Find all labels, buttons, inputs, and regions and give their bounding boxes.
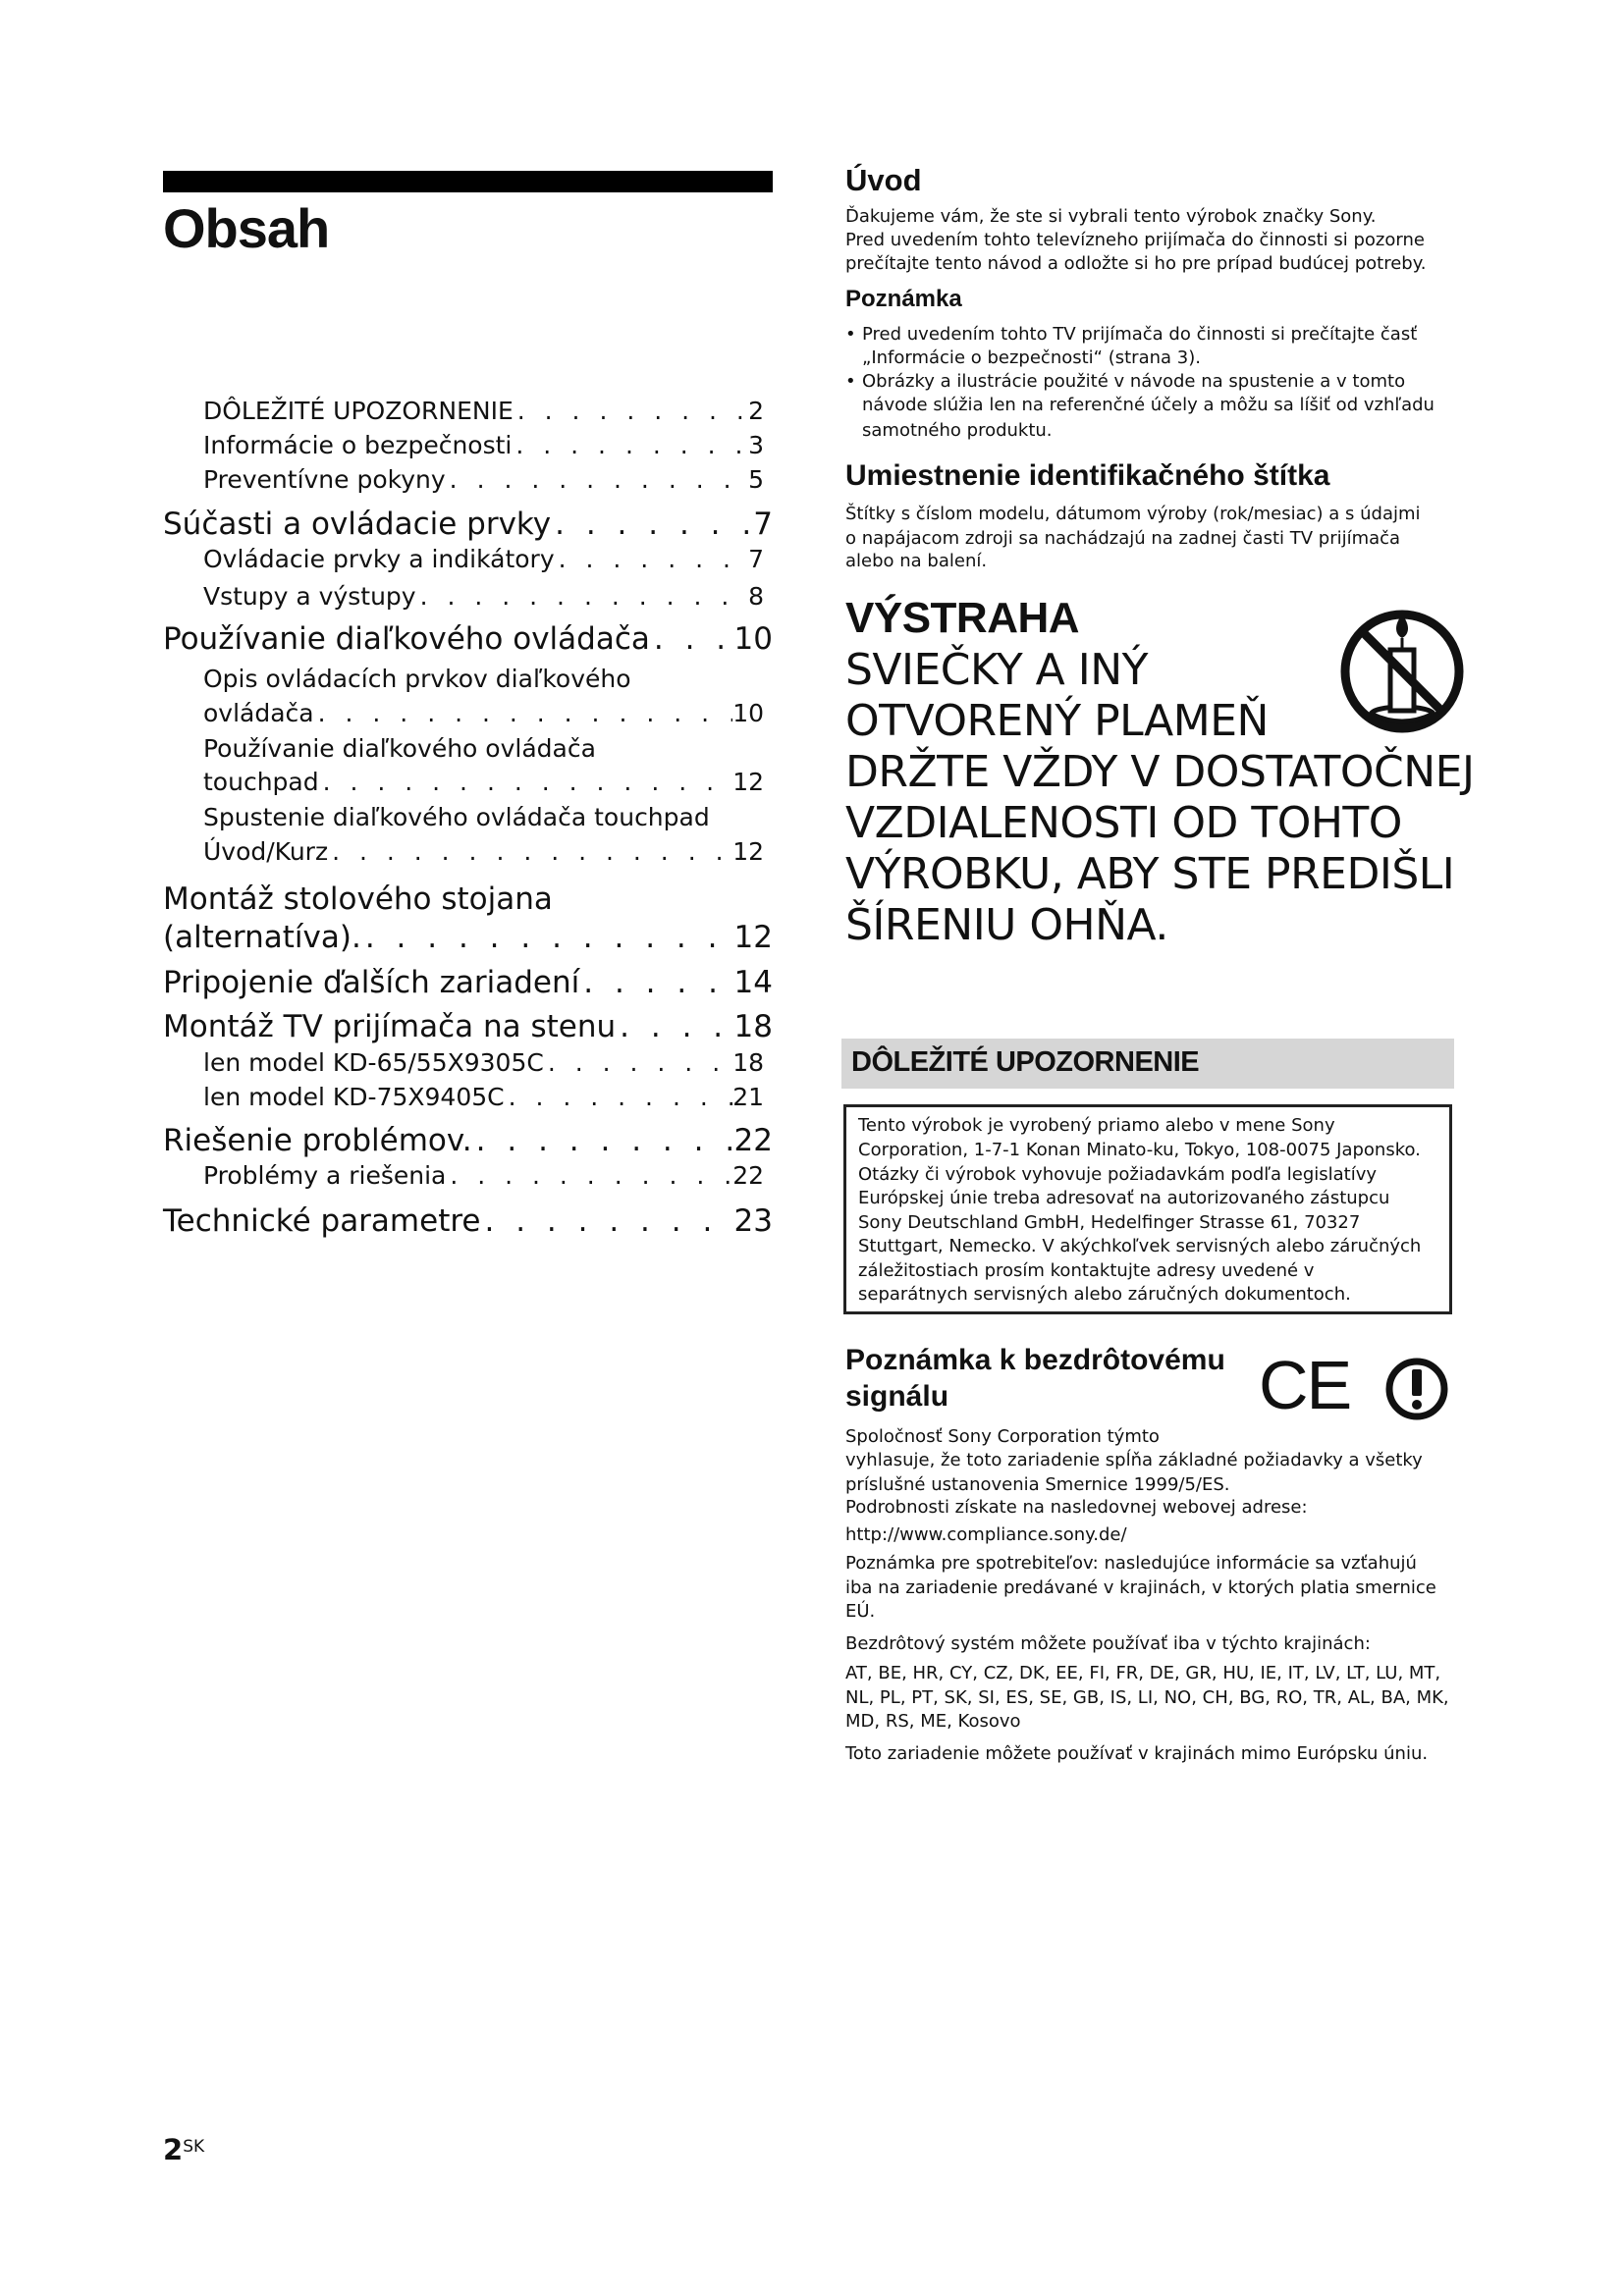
- note-bullet-line: • Pred uvedením tohto TV prijímača do činnosti si prečítajte časť: [862, 323, 1417, 347]
- no-candle-icon: [1329, 609, 1475, 736]
- important-line: Tento výrobok je vyrobený priamo alebo v mene Sony: [858, 1115, 1335, 1136]
- wireless-line: príslušné ustanovenia Smernice 1999/5/ES.: [845, 1474, 1230, 1495]
- toc-entry[interactable]: [203, 1048, 764, 1077]
- toc-entry[interactable]: [203, 699, 764, 727]
- toc-entry[interactable]: [163, 1009, 773, 1044]
- toc-entry[interactable]: [203, 768, 764, 796]
- important-box: [843, 1104, 1452, 1314]
- toc-entry-label: Technické parametre: [163, 1203, 481, 1239]
- important-line: záležitostiach prosím kontaktujte adresy uvedené v: [858, 1260, 1315, 1281]
- toc-entry-label: ovládača: [203, 699, 314, 727]
- toc-entry-page: 22: [733, 1123, 773, 1158]
- toc-entry-label: Preventívne pokyny: [203, 465, 446, 494]
- warning-line: SVIEČKY A INÝ: [845, 645, 1149, 695]
- wireless-line: Toto zariadenie môžete používať v krajinách mimo Európsku úniu.: [845, 1743, 1429, 1764]
- wireless-heading: Poznámka k bezdrôtovému: [845, 1344, 1225, 1376]
- toc-entry-page: 7: [748, 545, 764, 573]
- wireless-countries: MD, RS, ME, Kosovo: [845, 1711, 1021, 1732]
- toc-entry-page: 3: [748, 431, 764, 459]
- toc-leader-dots: [446, 465, 748, 494]
- label-location-line: o napájacom zdroji sa nachádzajú na zadnej časti TV prijímača: [845, 528, 1401, 549]
- toc-leader-dots: [512, 431, 748, 459]
- toc-entry-page: 5: [748, 465, 764, 494]
- toc-leader-dots: [328, 837, 732, 866]
- toc-entry-page: 14: [733, 965, 773, 1000]
- toc-entry-page: 8: [748, 582, 764, 611]
- toc-entry-label: Súčasti a ovládacie prvky: [163, 507, 552, 542]
- warning-title: VÝSTRAHA: [845, 594, 1080, 642]
- important-line: Otázky či výrobok vyhovuje požiadavkám podľa legislatívy: [858, 1164, 1378, 1185]
- toc-entry-label: Problémy a riešenia: [203, 1161, 447, 1190]
- toc-entry[interactable]: [203, 465, 764, 494]
- toc-entry[interactable]: [203, 582, 764, 611]
- toc-entry[interactable]: [203, 545, 764, 573]
- alert-circle-icon: [1384, 1357, 1449, 1421]
- toc-leader-dots: [544, 1048, 732, 1077]
- important-line: separátnych servisných alebo záručných dokumentoch.: [858, 1284, 1351, 1305]
- toc-entry-label: Vstupy a výstupy: [203, 582, 416, 611]
- toc-title-bar: [163, 171, 773, 192]
- toc-leader-dots: [514, 397, 748, 425]
- page-number-value: 2: [163, 2133, 184, 2166]
- toc-entry-page: 18: [732, 1048, 764, 1077]
- toc-leader-dots: [555, 545, 748, 573]
- toc-entry-label: Montáž TV prijímača na stenu: [163, 1009, 617, 1044]
- toc-entry[interactable]: [203, 431, 764, 459]
- wireless-line: Podrobnosti získate na nasledovnej webovej adrese:: [845, 1497, 1308, 1518]
- ce-mark: CE: [1259, 1347, 1351, 1423]
- toc-entry-label: Informácie o bezpečnosti: [203, 431, 513, 459]
- toc-entry-page: 2: [748, 397, 764, 425]
- toc-entry[interactable]: [163, 1203, 773, 1239]
- important-line: Corporation, 1-7-1 Konan Minato-ku, Tokyo, 108-0075 Japonsko.: [858, 1140, 1421, 1160]
- toc-leader-dots: [579, 965, 733, 1000]
- toc-leader-dots: [319, 768, 733, 796]
- wireless-line: Poznámka pre spotrebiteľov: nasledujúce informácie sa vzťahujú: [845, 1553, 1417, 1574]
- toc-entry-page: 22: [732, 1161, 764, 1190]
- toc-entry-label: Riešenie problémov.: [163, 1123, 472, 1158]
- important-line: Stuttgart, Nemecko. V akýchkoľvek servisných alebo záručných: [858, 1236, 1422, 1256]
- note-heading: Poznámka: [845, 286, 962, 312]
- toc-entry-label-line: Opis ovládacích prvkov diaľkového: [203, 665, 631, 693]
- toc-entry[interactable]: [203, 1083, 764, 1111]
- toc-entry-page: 12: [732, 837, 764, 866]
- warning-line: VZDIALENOSTI OD TOHTO: [845, 798, 1402, 848]
- intro-text-line: Pred uvedením tohto televízneho prijímača do činnosti si pozorne: [845, 230, 1425, 250]
- toc-entry-label: DÔLEŽITÉ UPOZORNENIE: [203, 397, 514, 425]
- toc-entry-page: 21: [732, 1083, 764, 1111]
- label-location-line: Štítky s číslom modelu, dátumom výroby (rok/mesiac) a s údajmi: [845, 504, 1421, 524]
- wireless-line: Spoločnosť Sony Corporation týmto: [845, 1426, 1160, 1447]
- note-bullet-line: • Obrázky a ilustrácie použité v návode na spustenie a v tomto: [862, 370, 1405, 394]
- toc-leader-dots: [551, 507, 753, 542]
- intro-heading: Úvod: [845, 163, 922, 197]
- important-heading: DÔLEŽITÉ UPOZORNENIE: [851, 1046, 1200, 1078]
- wireless-line: EÚ.: [845, 1601, 876, 1622]
- toc-entry[interactable]: [203, 1161, 764, 1190]
- intro-text-line: Ďakujeme vám, že ste si vybrali tento výrobok značky Sony.: [845, 206, 1377, 227]
- label-location-heading: Umiestnenie identifikačného štítka: [845, 459, 1330, 492]
- toc-leader-dots: [416, 582, 749, 611]
- toc-entry-label: Používanie diaľkového ovládača: [163, 621, 650, 657]
- warning-line: OTVORENÝ PLAMEŇ: [845, 696, 1269, 746]
- wireless-heading: signálu: [845, 1380, 949, 1413]
- note-bullet-line: návode slúžia len na referenčné účely a môžu sa líšiť od vzhľadu: [862, 395, 1435, 415]
- toc-entry-label: len model KD-65/55X9305C: [203, 1048, 544, 1077]
- toc-leader-dots: [650, 621, 734, 657]
- toc-leader-dots: [472, 1123, 734, 1158]
- wireless-countries: NL, PL, PT, SK, SI, ES, SE, GB, IS, LI, NO, CH, BG, RO, TR, AL, BA, MK,: [845, 1687, 1449, 1708]
- toc-entry-page: 18: [733, 1009, 773, 1044]
- warning-line: VÝROBKU, ABY STE PREDIŠLI: [845, 849, 1455, 899]
- wireless-line: Bezdrôtový systém môžete používať iba v týchto krajinách:: [845, 1633, 1371, 1654]
- toc-entry[interactable]: [163, 965, 773, 1000]
- toc-entry-label: touchpad: [203, 768, 319, 796]
- warning-line: DRŽTE VŽDY V DOSTATOČNEJ: [845, 747, 1475, 797]
- page-number: [163, 2133, 204, 2166]
- note-bullet-line: „Informácie o bezpečnosti“ (strana 3).: [862, 347, 1201, 368]
- wireless-url: http://www.compliance.sony.de/: [845, 1524, 1127, 1545]
- intro-text-line: prečítajte tento návod a odložte si ho pre prípad budúcej potreby.: [845, 253, 1427, 274]
- toc-entry-label: len model KD-75X9405C: [203, 1083, 505, 1111]
- toc-leader-dots: [616, 1009, 733, 1044]
- toc-entry-label: Ovládacie prvky a indikátory: [203, 545, 555, 573]
- toc-leader-dots: [481, 1203, 734, 1239]
- toc-leader-dots: [314, 699, 733, 727]
- note-bullet-line: samotného produktu.: [862, 420, 1053, 441]
- toc-entry-page: 10: [733, 621, 773, 657]
- toc-entry-label-line: Používanie diaľkového ovládača: [203, 734, 596, 763]
- warning-line: ŠÍRENIU OHŇA.: [845, 900, 1168, 950]
- label-location-line: alebo na balení.: [845, 551, 988, 571]
- toc-entry[interactable]: [163, 1123, 773, 1158]
- important-line: Sony Deutschland GmbH, Hedelfinger Strasse 61, 70327: [858, 1212, 1361, 1233]
- toc-entry[interactable]: [203, 397, 764, 425]
- toc-entry[interactable]: [203, 837, 764, 866]
- toc-entry-page: 7: [753, 507, 773, 542]
- wireless-countries: AT, BE, HR, CY, CZ, DK, EE, FI, FR, DE, GR, HU, IE, IT, LV, LT, LU, MT,: [845, 1663, 1441, 1683]
- toc-entry[interactable]: [163, 920, 773, 955]
- toc-leader-dots: [505, 1083, 733, 1111]
- toc-leader-dots: [361, 920, 734, 955]
- toc-leader-dots: [446, 1161, 732, 1190]
- toc-entry-label-line: Montáž stolového stojana: [163, 881, 553, 917]
- toc-title: Obsah: [163, 197, 330, 259]
- toc-entry[interactable]: [163, 621, 773, 657]
- wireless-line: iba na zariadenie predávané v krajinách, v ktorých platia smernice: [845, 1577, 1436, 1598]
- toc-entry-label: Úvod/Kurz: [203, 837, 329, 866]
- toc-entry[interactable]: [163, 507, 773, 542]
- toc-entry-label: (alternatíva).: [163, 920, 361, 955]
- wireless-line: vyhlasuje, že toto zariadenie spĺňa základné požiadavky a všetky: [845, 1450, 1423, 1470]
- toc-entry-label-line: Spustenie diaľkového ovládača touchpad: [203, 803, 710, 831]
- important-line: Európskej únie treba adresovať na autorizovaného zástupcu: [858, 1188, 1390, 1208]
- toc-entry-page: 12: [733, 920, 773, 955]
- toc-entry-page: 12: [732, 768, 764, 796]
- page-number-suffix: SK: [183, 2137, 205, 2157]
- toc-entry-label: Pripojenie ďalších zariadení: [163, 965, 580, 1000]
- toc-entry-page: 10: [732, 699, 764, 727]
- toc-entry-page: 23: [733, 1203, 773, 1239]
